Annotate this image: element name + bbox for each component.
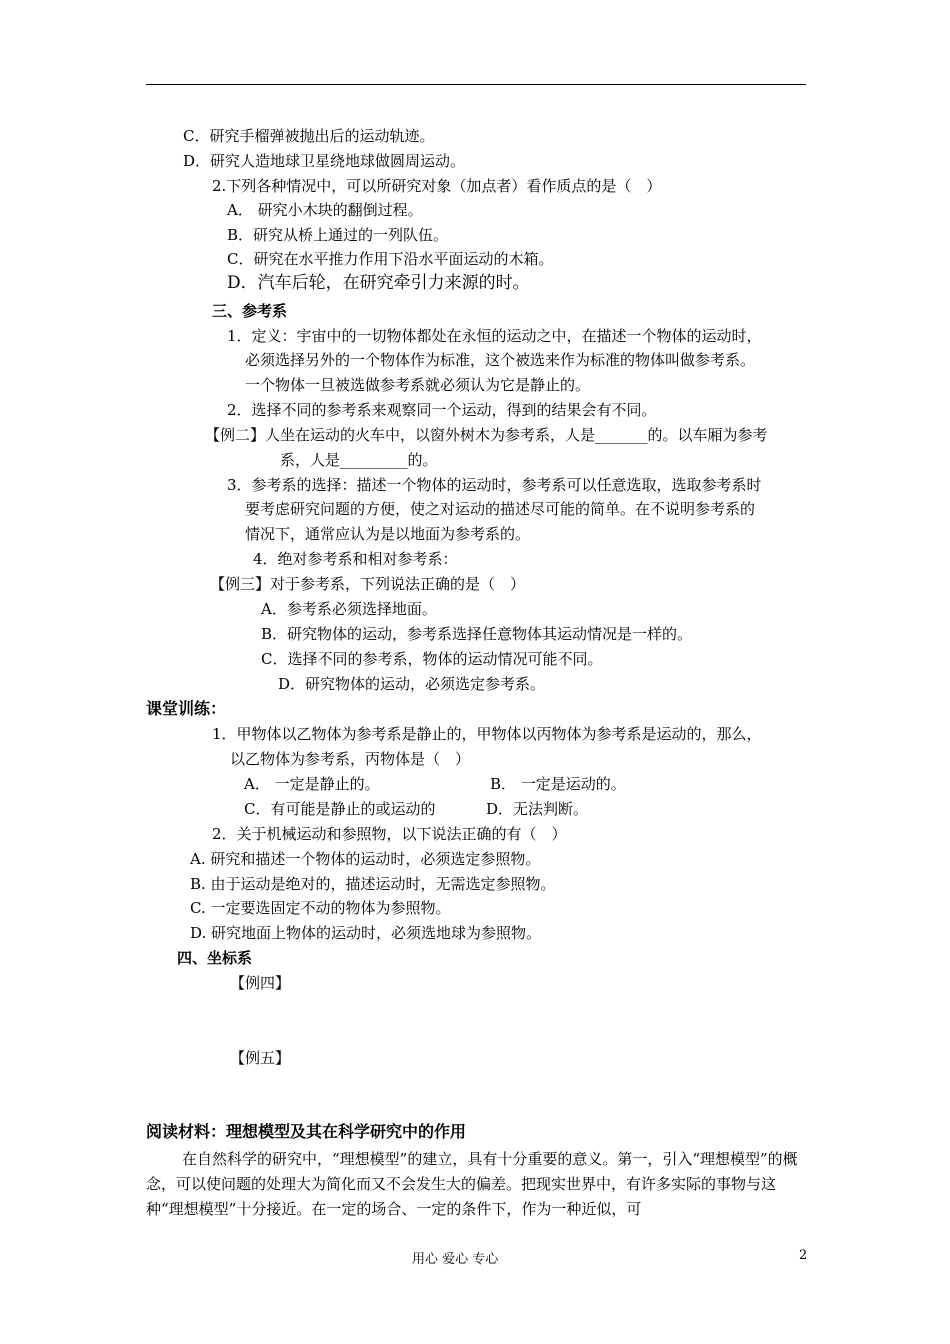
definition-line-2: 必须选择另外的一个物体作为标准，这个被选来作为标准的物体叫做参考系。 — [245, 351, 756, 369]
point-3-line-3: 情况下，通常应认为是以地面为参考系的。 — [245, 525, 531, 543]
question-2-option-b: B．研究从桥上通过的一列队伍。 — [227, 226, 449, 244]
header-rule — [146, 84, 806, 85]
section-3-heading: 三、参考系 — [212, 302, 288, 320]
training-1-option-b: B． 一定是运动的。 — [490, 775, 626, 793]
example-3-option-d: D．研究物体的运动，必须选定参考系。 — [278, 675, 546, 693]
point-3-line-2: 要考虑研究问题的方便，使之对运动的描述尽可能的简单。在不说明参考系的 — [245, 500, 756, 518]
training-1-line-1: 1．甲物体以乙物体为参考系是静止的，甲物体以丙物体为参考系是运动的，那么， — [212, 725, 762, 743]
point-2: 2．选择不同的参考系来观察同一个运动，得到的结果会有不同。 — [227, 401, 657, 419]
training-1-option-d: D．无法判断。 — [486, 800, 589, 818]
question-2-option-d: D．汽车后轮，在研究牵引力来源的时。 — [227, 273, 530, 293]
training-1-line-2: 以乙物体为参考系，丙物体是（ ） — [230, 750, 471, 768]
option-c: C．研究手榴弹被抛出后的运动轨迹。 — [183, 127, 435, 145]
reading-paragraph: 在自然科学的研究中，“理想模型”的建立，具有十分重要的意义。第一，引入“理想模型”的概念，可以使问题的处理大为简化而又不会发生大的偏差。把现实世界中，有许多实际的事物与这种“理想模型”十分接近。在一定的场合、一定的条件下，作为一种近似，可 — [146, 1150, 798, 1218]
option-d: D．研究人造地球卫星绕地球做圆周运动。 — [183, 152, 466, 170]
example-3: 【例三】对于参考系，下列说法正确的是（ ） — [210, 575, 526, 593]
classroom-training-heading: 课堂训练： — [146, 699, 227, 718]
training-2-option-d: D. 研究地面上物体的运动时，必须选地球为参照物。 — [190, 924, 542, 942]
question-2-option-c: C．研究在水平推力作用下沿水平面运动的木箱。 — [227, 250, 554, 268]
training-2-option-a: A. 研究和描述一个物体的运动时，必须选定参照物。 — [190, 850, 541, 868]
reading-material-heading: 阅读材料：理想模型及其在科学研究中的作用 — [146, 1122, 467, 1141]
example-3-option-c: C．选择不同的参考系，物体的运动情况可能不同。 — [261, 650, 603, 668]
footer-motto: 用心 爱心 专心 — [412, 1252, 499, 1267]
point-3-line-1: 3．参考系的选择：描述一个物体的运动时，参考系可以任意选取，选取参考系时 — [227, 476, 762, 494]
definition-line-1: 1．定义：宇宙中的一切物体都处在永恒的运动之中，在描述一个物体的运动时， — [227, 327, 762, 345]
example-2-line-2: 系，人是_________的。 — [280, 451, 438, 469]
question-2: 2.下列各种情况中，可以所研究对象（加点者）看作质点的是（ ） — [212, 177, 662, 195]
example-3-option-b: B．研究物体的运动，参考系选择任意物体其运动情况是一样的。 — [261, 625, 693, 643]
example-2-line-1: 【例二】人坐在运动的火车中，以窗外树木为参考系，人是_______的。以车厢为参考 — [205, 426, 768, 444]
page-number: 2 — [799, 1248, 808, 1263]
definition-line-3: 一个物体一旦被选做参考系就必须认为它是静止的。 — [245, 376, 591, 394]
question-2-option-a: A． 研究小木块的翻倒过程。 — [227, 201, 423, 219]
example-5: 【例五】 — [230, 1049, 291, 1067]
training-1-option-c: C．有可能是静止的或运动的 — [244, 800, 436, 818]
training-2: 2．关于机械运动和参照物，以下说法正确的有（ ） — [212, 825, 567, 843]
training-2-option-b: B. 由于运动是绝对的，描述运动时，无需选定参照物。 — [190, 875, 556, 893]
example-3-option-a: A．参考系必须选择地面。 — [261, 600, 437, 618]
section-4-heading: 四、坐标系 — [177, 949, 253, 967]
example-4: 【例四】 — [230, 974, 291, 992]
point-4: 4．绝对参考系和相对参考系： — [253, 550, 458, 568]
training-2-option-c: C. 一定要选固定不动的物体为参照物。 — [190, 899, 451, 917]
training-1-option-a: A． 一定是静止的。 — [244, 775, 380, 793]
